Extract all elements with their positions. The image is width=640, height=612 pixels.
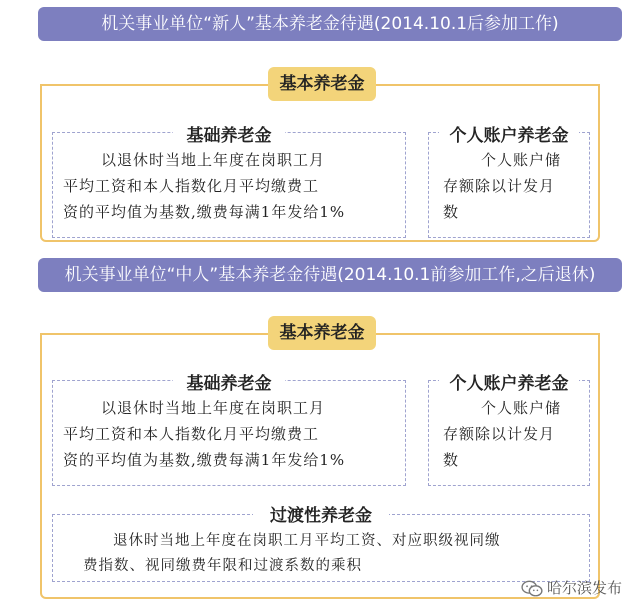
section1-basic-box <box>52 126 406 238</box>
section1-basic-line: 资的平均值为基数,缴费每满1年发给1% <box>63 203 346 221</box>
section1-personal-line: 数 <box>443 203 460 221</box>
section2-personal-box <box>428 374 590 486</box>
section1-personal-title: 个人账户养老金 <box>439 121 579 146</box>
section2-personal-line: 数 <box>443 451 460 469</box>
section2-basic-box <box>52 374 406 486</box>
section2-transition-text <box>83 529 501 579</box>
section1-basic-text <box>63 147 345 225</box>
section2-basic-title: 基础养老金 <box>173 369 285 394</box>
section1-basic-title: 基础养老金 <box>173 121 285 146</box>
section1-pill: 基本养老金 <box>268 67 376 101</box>
section2-transition-line: 费指数、视同缴费年限和过渡系数的乘积 <box>83 558 362 574</box>
section1-personal-line: 存额除以计发月 <box>443 177 556 195</box>
section1-basic-line: 以退休时当地上年度在岗职工月 <box>101 151 326 169</box>
section2-transition-box <box>52 506 590 582</box>
section2-personal-line: 存额除以计发月 <box>443 425 556 443</box>
section1-personal-line: 个人账户储 <box>481 151 562 169</box>
section2-transition-line: 退休时当地上年度在岗职工月平均工资、对应职级视同缴 <box>113 533 501 549</box>
watermark-text: 哈尔滨发布 <box>546 579 622 597</box>
section2-basic-text <box>63 395 345 473</box>
section2-banner: 机关事业单位“中人”基本养老金待遇(2014.10.1前参加工作,之后退休) <box>38 258 622 292</box>
section2-pill: 基本养老金 <box>268 316 376 350</box>
section2-personal-title: 个人账户养老金 <box>439 369 579 394</box>
section2-basic-line: 以退休时当地上年度在岗职工月 <box>101 399 326 417</box>
wechat-icon <box>521 580 543 598</box>
section2-basic-line: 资的平均值为基数,缴费每满1年发给1% <box>63 451 346 469</box>
watermark <box>521 577 622 598</box>
section1-personal-text <box>443 147 561 225</box>
section1-personal-box <box>428 126 590 238</box>
section2-basic-line: 平均工资和本人指数化月平均缴费工 <box>63 425 320 443</box>
section2-personal-text <box>443 395 561 473</box>
section2-transition-title: 过渡性养老金 <box>253 501 389 526</box>
section1-banner: 机关事业单位“新人”基本养老金待遇(2014.10.1后参加工作) <box>38 7 622 41</box>
section2-personal-line: 个人账户储 <box>481 399 562 417</box>
section1-basic-line: 平均工资和本人指数化月平均缴费工 <box>63 177 320 195</box>
